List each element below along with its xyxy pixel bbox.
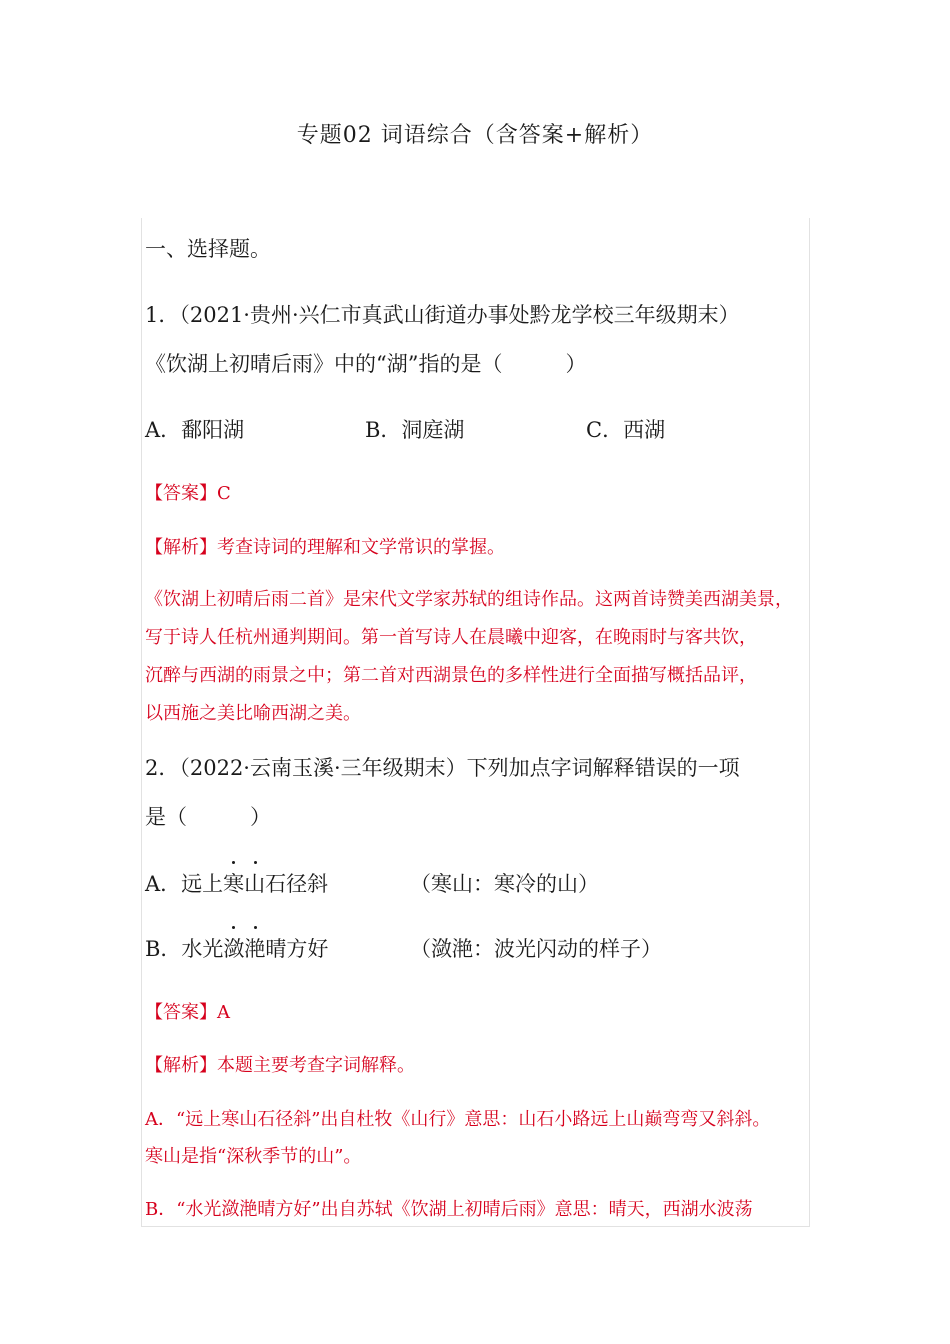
q2-option-a-note: （寒山：寒冷的山） xyxy=(410,872,599,896)
emphasis-dot xyxy=(254,861,257,864)
q2-explain-line: 寒山是指“深秋季节的山”。 xyxy=(145,1146,362,1167)
q1-source: 1．（2021·贵州·兴仁市真武山街道办事处黔龙学校三年级期末） xyxy=(145,303,740,327)
q1-analysis: 【解析】考查诗词的理解和文学常识的掌握。 xyxy=(145,537,505,558)
q2-stem: 2．（2022·云南玉溪·三年级期末）下列加点字词解释错误的一项 xyxy=(145,756,740,780)
emphasis-dot xyxy=(232,861,235,864)
q1-option-b: B．洞庭湖 xyxy=(365,418,465,442)
q1-explain-line: 以西施之美比喻西湖之美。 xyxy=(145,703,361,724)
q1-explain-line: 沉醉与西湖的雨景之中；第二首对西湖景色的多样性进行全面描写概括品评， xyxy=(145,665,757,686)
emphasis-dot xyxy=(254,926,257,929)
q2-explain-line: A．“远上寒山石径斜”出自杜牧《山行》意思：山石小路远上山巅弯弯又斜斜。 xyxy=(145,1109,771,1130)
q2-option-b: B．水光潋滟晴方好 xyxy=(145,937,329,961)
q1-stem: 《饮湖上初晴后雨》中的“湖”指的是（ ） xyxy=(145,352,587,376)
q1-option-a: A．鄱阳湖 xyxy=(145,418,245,442)
emphasis-dot xyxy=(232,926,235,929)
section-heading: 一、选择题。 xyxy=(145,237,271,261)
q1-explain-line: 写于诗人任杭州通判期间。第一首写诗人在晨曦中迎客，在晚雨时与客共饮， xyxy=(145,627,757,648)
q2-explain-line: B．“水光潋滟晴方好”出自苏轼《饮湖上初晴后雨》意思：晴天，西湖水波荡 xyxy=(145,1199,753,1220)
q1-option-c: C．西湖 xyxy=(586,418,666,442)
q2-option-b-note: （潋滟：波光闪动的样子） xyxy=(410,937,662,961)
q1-answer: 【答案】C xyxy=(145,483,231,504)
page-title: 专题02 词语综合（含答案+解析） xyxy=(296,123,654,148)
q2-answer: 【答案】A xyxy=(145,1002,230,1023)
q2-option-a: A．远上寒山石径斜 xyxy=(145,872,329,896)
q2-analysis: 【解析】本题主要考查字词解释。 xyxy=(145,1055,415,1076)
q2-stem-cont: 是（ ） xyxy=(145,805,271,829)
q1-explain-line: 《饮湖上初晴后雨二首》是宋代文学家苏轼的组诗作品。这两首诗赞美西湖美景， xyxy=(145,589,793,610)
